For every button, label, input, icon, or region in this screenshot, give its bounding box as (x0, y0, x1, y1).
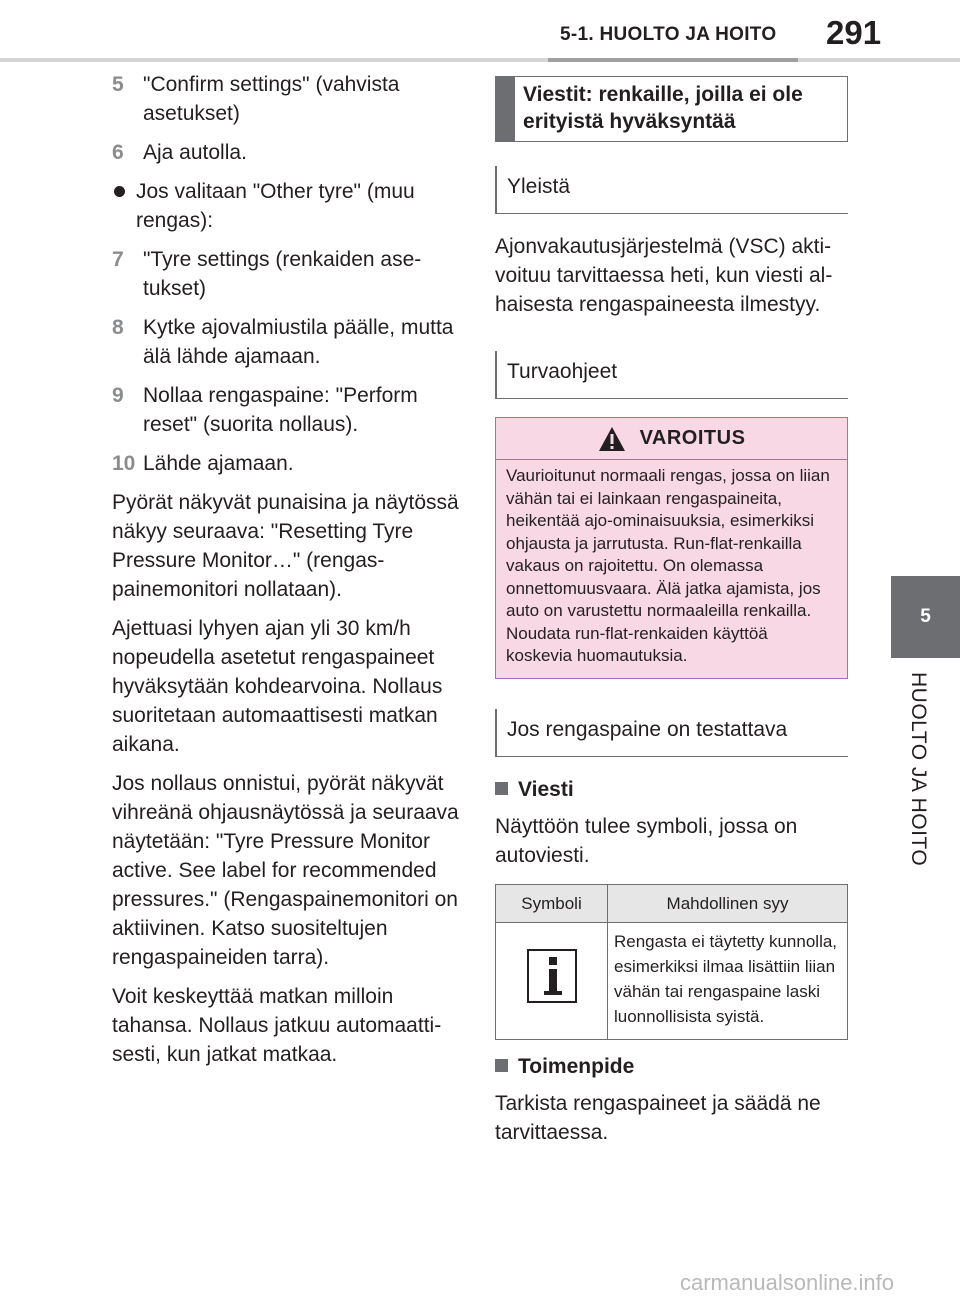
chapter-tab: 5 (891, 576, 960, 658)
step-5 (112, 70, 467, 128)
step-text: Lähde ajamaan. (143, 452, 294, 475)
table-cell-cause: Rengasta ei täytetty kunnolla, esimerkiksi ilmaa lisättiin liian vähän tai rengaspaine laski luonnollisista syistä. (608, 922, 848, 1039)
section-title: 5-1. HUOLTO JA HOITO (560, 24, 777, 45)
step-text: Kytke ajovalmiustila päälle, mutta älä lähde ajamaan. (143, 316, 454, 368)
section-heading: Viestit: renkaille, joilla ei ole erityistä hyväksyntää (523, 83, 803, 133)
step-number: 8 (112, 316, 124, 339)
warning-text: Vaurioitunut normaali rengas, jossa on liian vähän tai ei lainkaan rengaspaineita, heikentää ajo-ominaisuuksia, esimerkiksi ohjausta ja jarrutusta. Run-flat-renkailla vakaus on rajoitettu. On olemassa onnettomuusvaara. Älä jatka ajamista, jos auto on varustettu normaaleilla renkailla. Noudata run-flat-renkaiden käyttöä koskevia huomautuksia. (496, 460, 847, 678)
step-number: 9 (112, 384, 124, 407)
left-column (112, 70, 467, 1079)
table-header: Symboli (496, 884, 608, 922)
table-header: Mahdollinen syy (608, 884, 848, 922)
symbol-table (495, 884, 848, 1040)
step-text: "Tyre settings (renkaiden asetukset) (143, 248, 422, 300)
paragraph: Ajettuasi lyhyen ajan yli 30 km/h nopeudella asetetut rengaspaineet hyväksytään kohdearvoina. Nollaus suoritetaan automaattisesti matkan aikana. (112, 617, 443, 756)
subheading-testattava: Jos rengaspaine on testattava (495, 709, 848, 757)
step-text: Nollaa rengaspaine: "Perform reset" (suorita nollaus). (143, 384, 418, 436)
step-number: 6 (112, 141, 124, 164)
toimenpide-heading-text: Toimenpide (518, 1054, 635, 1078)
chapter-tab-label: HUOLTO JA HOITO (907, 672, 930, 867)
header-rule-accent (548, 58, 798, 62)
heading-bar (496, 77, 515, 141)
step-number: 5 (112, 73, 124, 96)
step-7 (112, 245, 467, 303)
step-text: Aja autolla. (143, 141, 247, 164)
step-9 (112, 381, 467, 439)
subheading-turvaohjeet: Turvaohjeet (495, 351, 848, 399)
paragraph: Ajonvakautusjärjestelmä (VSC) aktivoituu tarvittaessa heti, kun viesti alhaisesta rengaspaineesta ilmestyy. (495, 235, 833, 316)
viesti-heading-text: Viesti (518, 777, 574, 801)
table-row (496, 922, 848, 1039)
toimenpide-heading (495, 1052, 848, 1081)
step-number: 7 (112, 248, 124, 271)
paragraph: Pyörät näkyvät punaisina ja näytössä näkyy seuraava: "Resetting Tyre Pressure Monitor…" (rengaspainemonitori nollataan). (112, 491, 459, 601)
viesti-heading (495, 775, 848, 804)
warning-header (496, 418, 847, 460)
square-bullet-icon (495, 782, 508, 795)
paragraph: Voit keskeyttää matkan milloin tahansa. Nollaus jatkuu automaattisesti, kun jatkat matkaa. (112, 985, 442, 1066)
step-number: 10 (112, 452, 136, 475)
table-header-row (496, 884, 848, 922)
bullet-text: Jos valitaan "Other tyre" (muu rengas): (136, 180, 415, 232)
right-column (495, 76, 848, 1157)
step-text: "Confirm settings" (vahvista asetukset) (143, 73, 400, 125)
page-number: 291 (826, 14, 882, 51)
bullet-dot-icon (114, 186, 125, 197)
subheading-yleista: Yleistä (495, 166, 848, 214)
header-rule (0, 58, 960, 62)
square-bullet-icon (495, 1059, 508, 1072)
warning-triangle-icon (598, 426, 626, 452)
paragraph: Jos nollaus onnistui, pyörät näkyvät vihreänä ohjausnäytössä ja seuraava näytetään: "Tyre Pressure Monitor active. See label for recommended pressures." (Rengaspainemonitori on aktiivinen. Katso suositeltujen rengaspaineiden tarra). (112, 772, 459, 969)
warning-title: VAROITUS (639, 427, 746, 449)
step-10 (112, 449, 467, 478)
info-icon (527, 949, 577, 1003)
warning-box (495, 417, 848, 679)
step-6 (112, 138, 467, 167)
section-heading-box (495, 76, 848, 142)
paragraph: Näyttöön tulee symboli, jossa on autoviesti. (495, 814, 798, 867)
watermark: carmanualsonline.info (680, 1270, 895, 1295)
paragraph: Tarkista rengaspaineet ja säädä ne tarvittaessa. (495, 1091, 821, 1144)
step-8 (112, 313, 467, 371)
table-cell-symbol (496, 922, 608, 1039)
bullet-item (112, 177, 467, 235)
